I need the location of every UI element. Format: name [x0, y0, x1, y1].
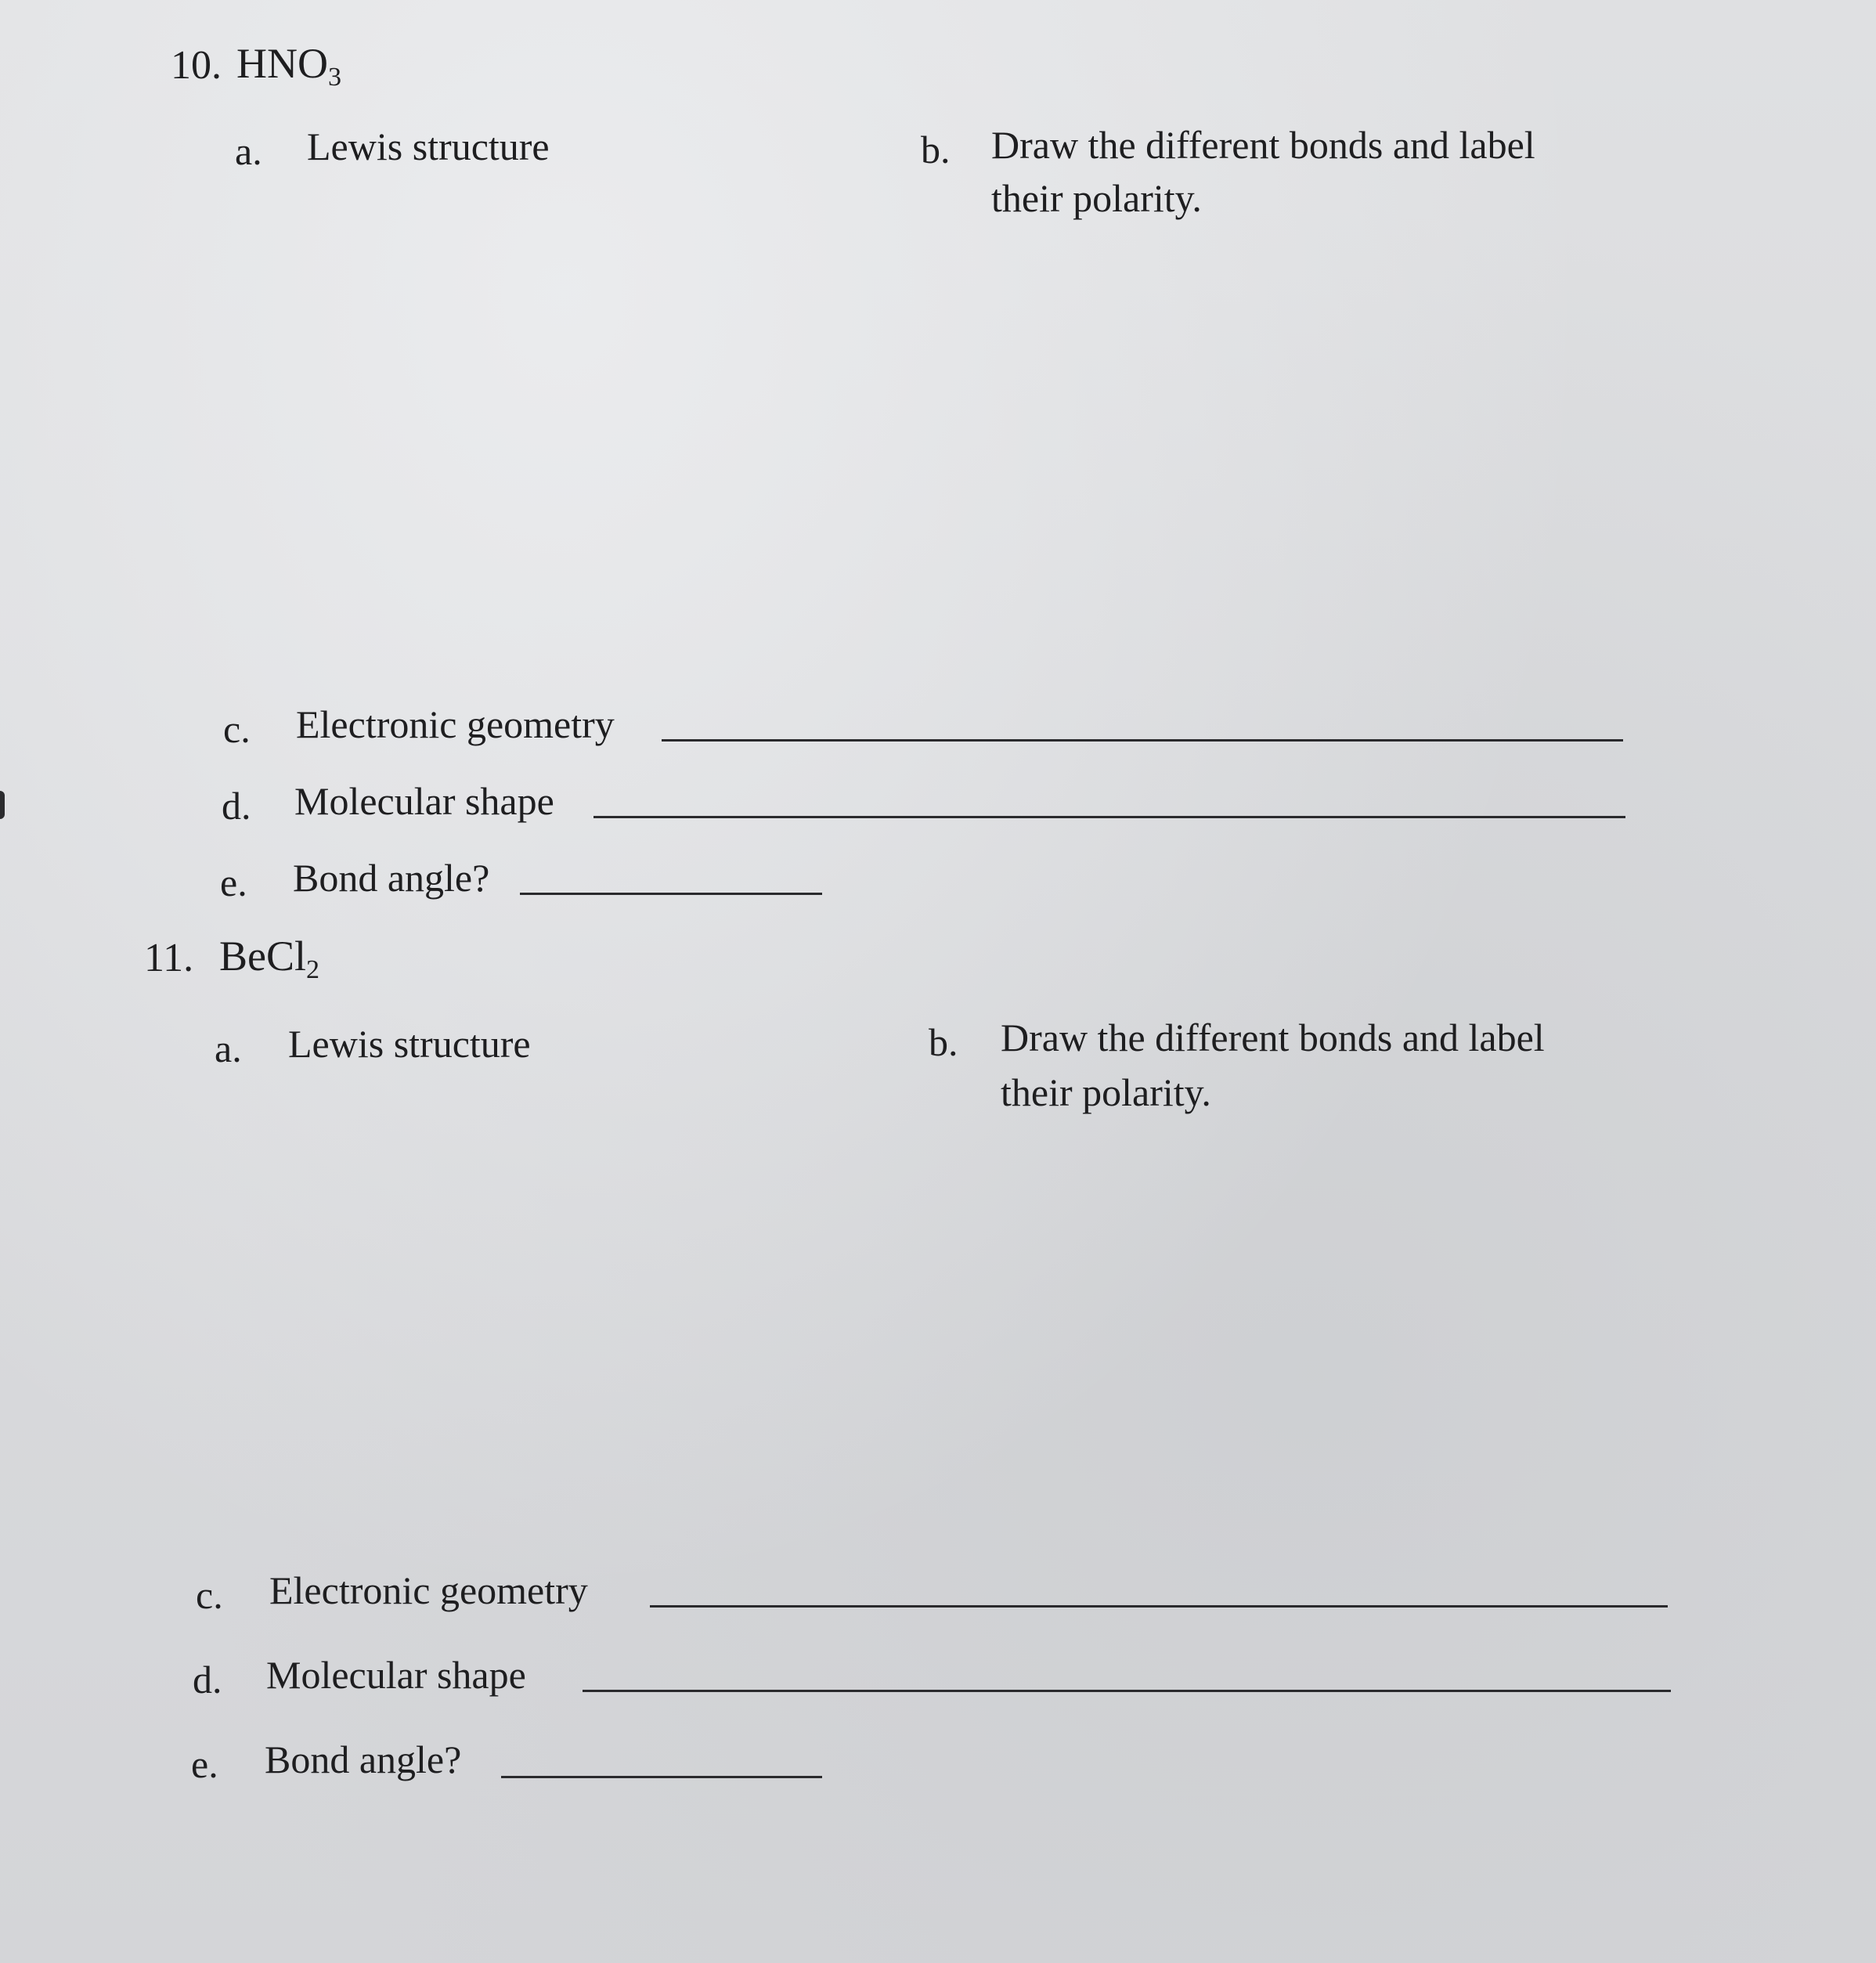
part-d-answer-line[interactable] — [593, 816, 1625, 818]
part-e-label: Bond angle? — [293, 856, 490, 900]
part-d-label: Molecular shape — [294, 779, 554, 823]
question-formula — [236, 42, 341, 91]
part-b-letter: b. — [921, 128, 951, 171]
part-d-letter: d. — [222, 784, 251, 828]
part-c-letter: c. — [223, 707, 251, 751]
part-a-letter: a. — [235, 129, 262, 173]
part-a-letter: a. — [215, 1027, 242, 1070]
part-e-letter: e. — [191, 1742, 218, 1786]
part-d-letter: d. — [193, 1658, 222, 1701]
part-e-label: Bond angle? — [265, 1737, 462, 1781]
part-d-answer-line[interactable] — [583, 1690, 1671, 1692]
part-c-answer-line[interactable] — [662, 739, 1623, 742]
formula-subscript: 2 — [306, 955, 320, 984]
part-b-line1: Draw the different bonds and label — [991, 123, 1535, 167]
part-a-label: Lewis structure — [307, 124, 550, 168]
part-e-answer-line[interactable] — [501, 1776, 822, 1778]
formula-main: HNO — [236, 40, 328, 87]
part-a-label: Lewis structure — [288, 1022, 531, 1066]
formula-subscript: 3 — [328, 63, 341, 92]
part-b-line2: their polarity. — [991, 176, 1202, 220]
part-e-letter: e. — [220, 861, 247, 904]
part-b-letter: b. — [929, 1020, 958, 1064]
question-formula — [219, 935, 319, 983]
question-number: 10. — [171, 43, 222, 88]
part-c-letter: c. — [196, 1573, 223, 1617]
part-c-answer-line[interactable] — [650, 1605, 1668, 1608]
page-edge-mark — [0, 791, 5, 819]
formula-main: BeCl — [219, 933, 307, 980]
part-b-line2: their polarity. — [1001, 1070, 1211, 1114]
part-e-answer-line[interactable] — [520, 893, 822, 895]
question-number: 11. — [144, 936, 194, 980]
part-d-label: Molecular shape — [266, 1653, 526, 1697]
part-c-label: Electronic geometry — [269, 1568, 588, 1612]
part-b-line1: Draw the different bonds and label — [1001, 1016, 1545, 1059]
part-c-label: Electronic geometry — [296, 702, 615, 746]
